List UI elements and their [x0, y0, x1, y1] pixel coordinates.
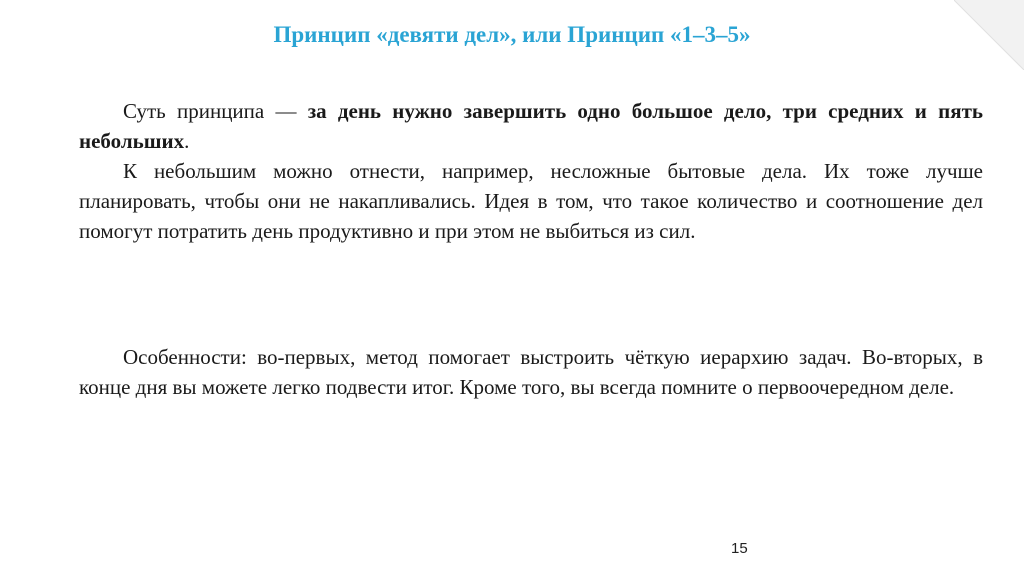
paragraph-features: [79, 342, 983, 402]
paragraph-features-text: Особенности: во-первых, метод помогает выстроить чёткую иерархию задач. Во-вторых, в конце дня вы можете легко подвести итог. Кроме того, вы всегда помните о первоочередном деле.: [79, 345, 983, 399]
paragraph-small-tasks: [79, 156, 983, 246]
paragraph-small-tasks-text: К небольшим можно отнести, например, несложные бытовые дела. Их тоже лучше планировать, чтобы они не накапливались. Идея в том, что такое количество и соотношение дел помогут потратить день продуктивно и при этом не выбиться из сил.: [79, 159, 983, 243]
paragraph-tail: .: [184, 129, 190, 153]
paragraph-principle: [79, 96, 983, 156]
page-number: 15: [731, 540, 748, 557]
paragraph-bold-text: за день нужно завершить одно большое дело, три средних и пять небольших: [79, 99, 983, 153]
slide-title: Принцип «девяти дел», или Принцип «1–3–5»: [273, 22, 751, 47]
paragraph-lead: Суть принципа —: [123, 99, 308, 123]
